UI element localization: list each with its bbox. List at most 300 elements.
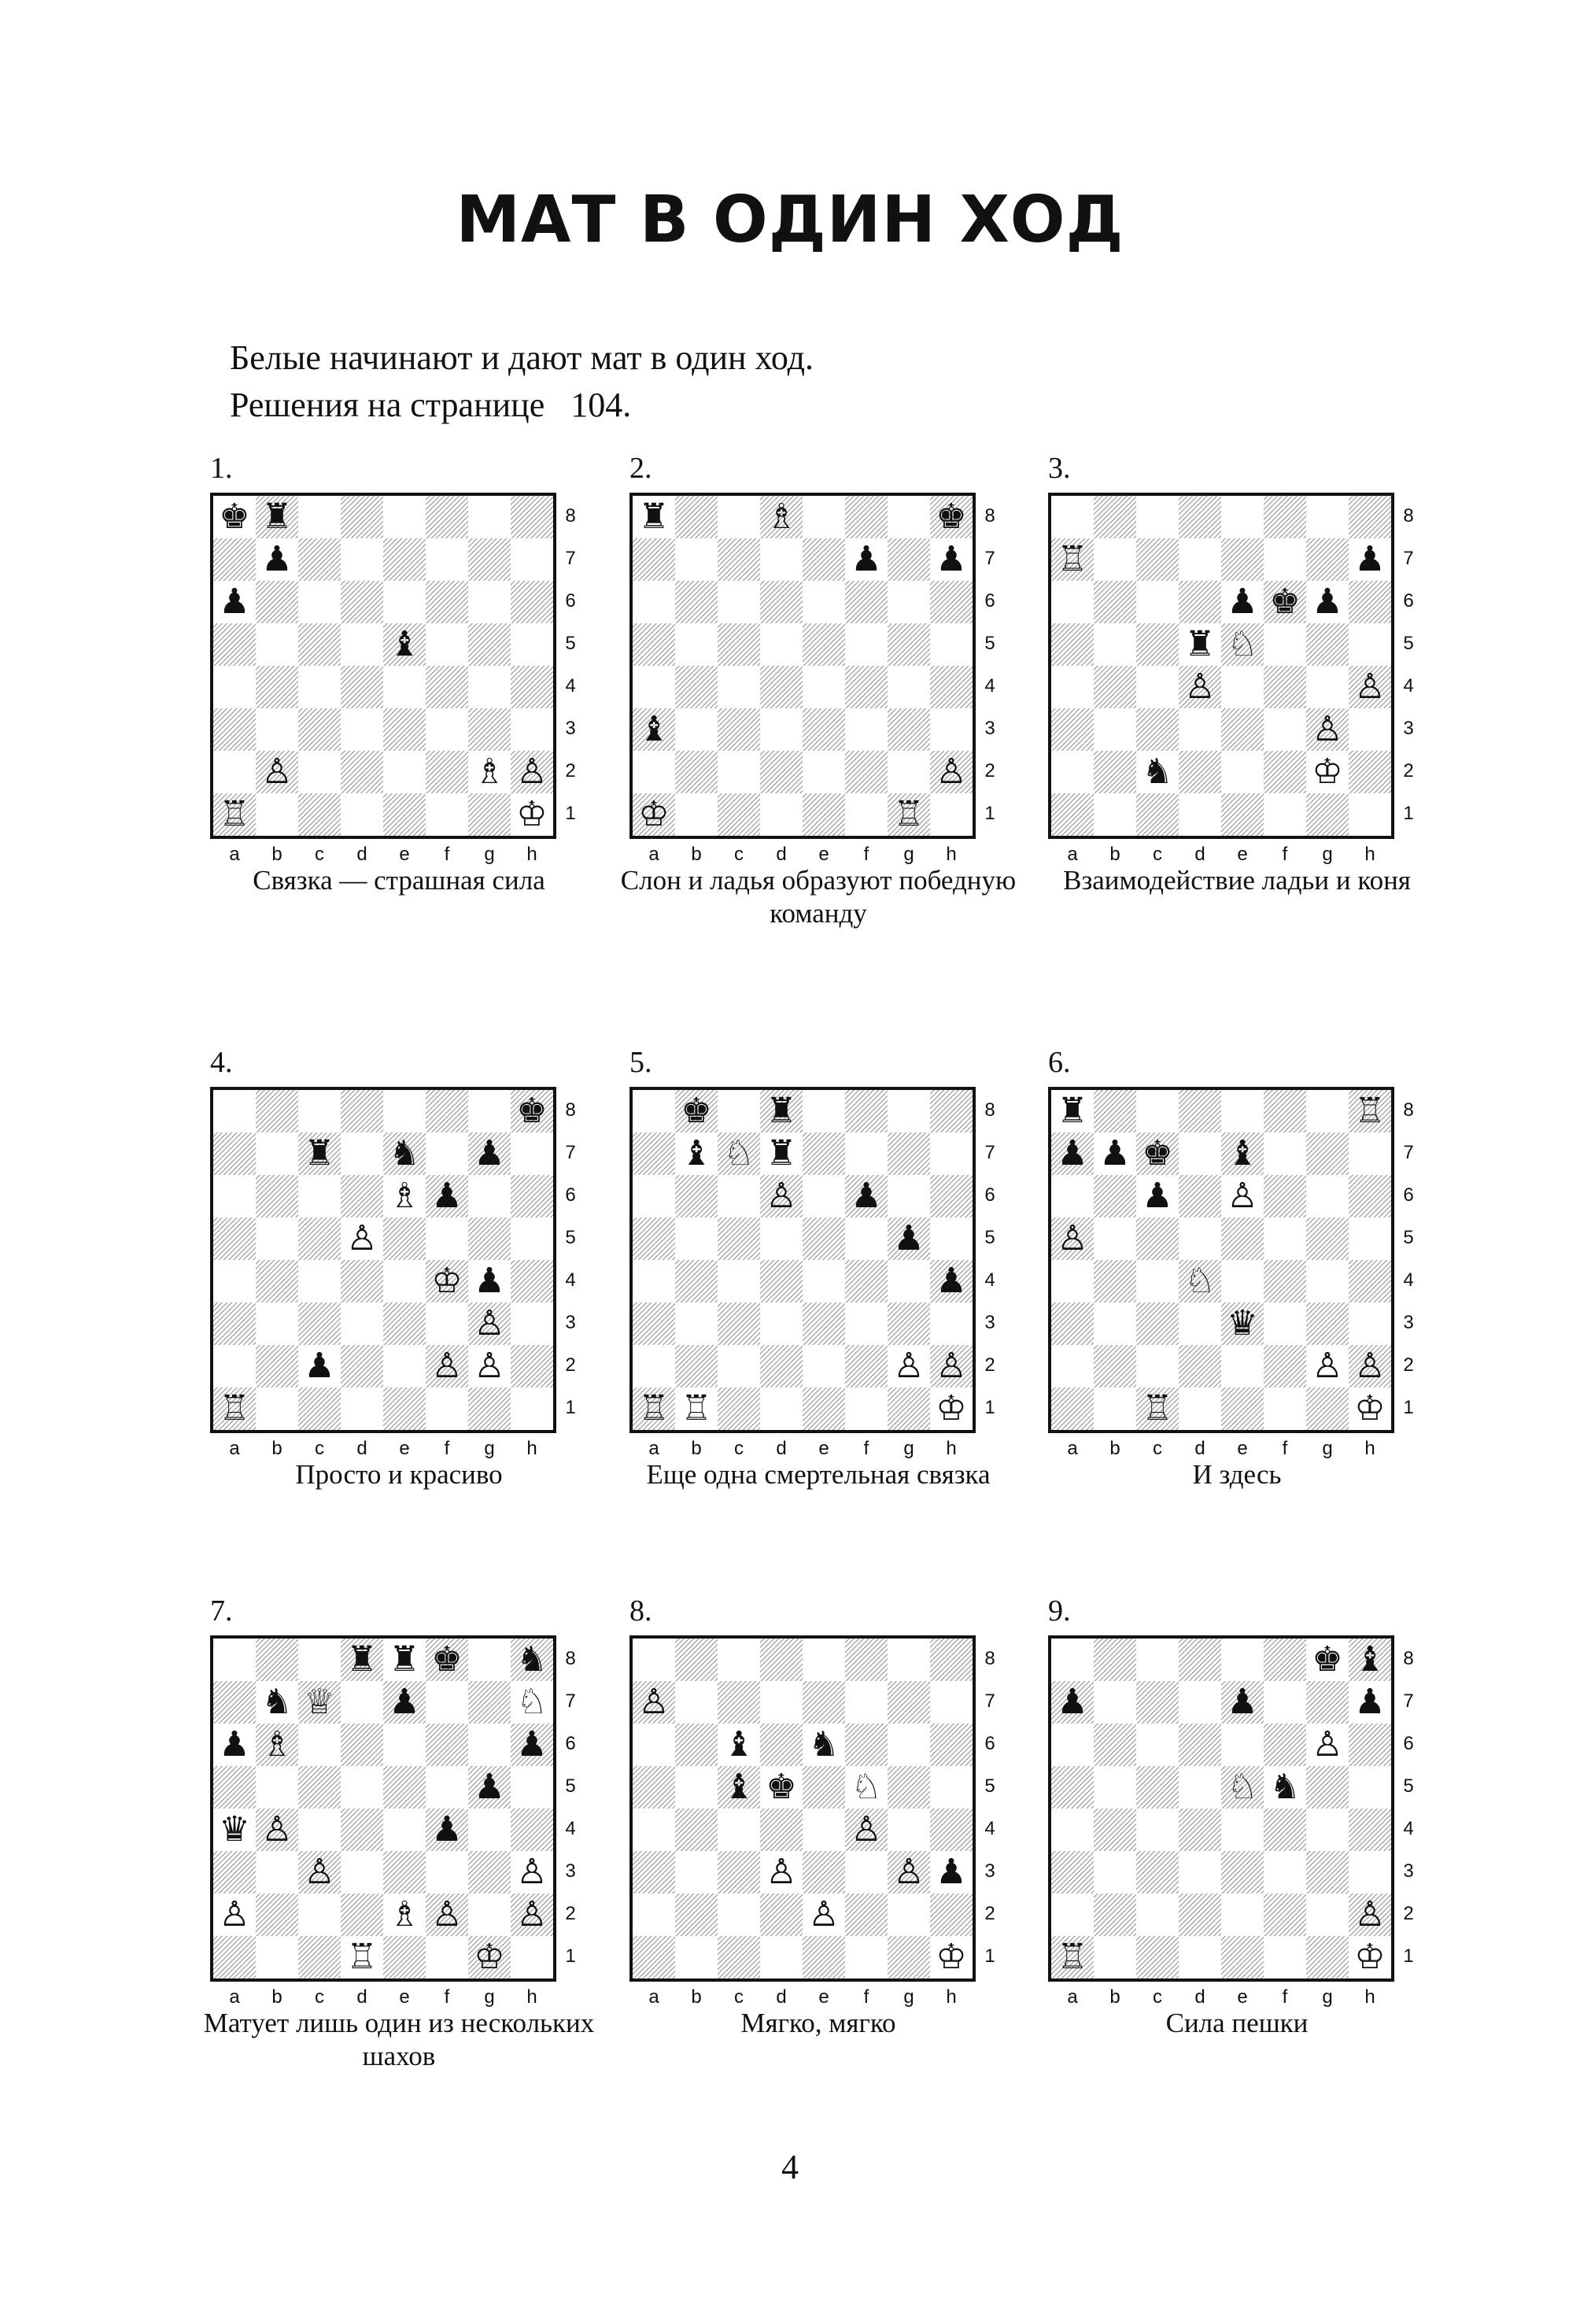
square-b8 xyxy=(675,1639,718,1681)
square-d1 xyxy=(1179,793,1221,836)
square-f8 xyxy=(845,1639,888,1681)
rank-label: 7 xyxy=(984,1142,995,1163)
file-label: g xyxy=(903,1986,914,2008)
problem-number: 8. xyxy=(629,1594,652,1628)
square-d7 xyxy=(1179,1681,1221,1724)
square-c1 xyxy=(718,1936,760,1979)
square-h2 xyxy=(1349,751,1391,793)
square-g2 xyxy=(468,751,511,793)
square-a7 xyxy=(213,1681,256,1724)
black-pawn-icon: ♟ xyxy=(219,1724,250,1764)
square-e7 xyxy=(1221,538,1264,581)
square-h7 xyxy=(1349,1681,1391,1724)
square-b5 xyxy=(256,623,298,666)
square-g6 xyxy=(888,581,930,623)
square-g1 xyxy=(468,1387,511,1430)
square-b8 xyxy=(675,496,718,538)
square-h3 xyxy=(1349,708,1391,751)
black-king-icon: ♚ xyxy=(431,1639,463,1679)
black-pawn-icon: ♟ xyxy=(389,1682,420,1722)
square-a3 xyxy=(633,708,675,751)
white-knight-icon: ♘ xyxy=(1184,1261,1216,1301)
square-h5 xyxy=(1349,623,1391,666)
square-d7 xyxy=(1179,538,1221,581)
square-d6 xyxy=(341,581,383,623)
square-d1 xyxy=(341,1387,383,1430)
square-f5 xyxy=(845,1766,888,1809)
file-label: e xyxy=(818,1986,829,2008)
white-pawn-icon: ♙ xyxy=(261,1809,293,1849)
square-a7 xyxy=(633,538,675,581)
square-f1 xyxy=(1264,1936,1306,1979)
square-a7 xyxy=(633,1681,675,1724)
white-rook-icon: ♖ xyxy=(638,1388,670,1428)
square-h1 xyxy=(1349,793,1391,836)
file-label: h xyxy=(526,1438,537,1459)
white-pawn-icon: ♙ xyxy=(431,1894,463,1934)
square-e4 xyxy=(1221,1260,1264,1302)
square-h8 xyxy=(930,1090,973,1132)
square-a7 xyxy=(1051,538,1094,581)
square-b4 xyxy=(256,1809,298,1851)
square-h3 xyxy=(930,1851,973,1894)
white-king-icon: ♔ xyxy=(936,1937,967,1977)
rank-label: 4 xyxy=(565,1818,576,1839)
square-a4 xyxy=(633,1260,675,1302)
square-b3 xyxy=(675,1302,718,1345)
rank-label: 4 xyxy=(565,1269,576,1291)
square-b6 xyxy=(1094,1175,1136,1217)
rank-label: 1 xyxy=(984,803,995,824)
square-h7 xyxy=(930,538,973,581)
file-label: g xyxy=(484,1438,495,1459)
square-c4 xyxy=(718,666,760,708)
rank-label: 5 xyxy=(565,1775,576,1797)
white-bishop-icon: ♗ xyxy=(261,1724,293,1764)
file-label: h xyxy=(1364,1438,1375,1459)
problem-number: 2. xyxy=(629,452,652,485)
file-label: h xyxy=(946,1986,957,2008)
rank-label: 6 xyxy=(984,1184,995,1206)
square-h2 xyxy=(511,1894,553,1936)
square-a8 xyxy=(213,1639,256,1681)
square-e6 xyxy=(1221,1724,1264,1766)
square-h1 xyxy=(930,793,973,836)
square-c2 xyxy=(298,751,341,793)
square-h4 xyxy=(511,1809,553,1851)
square-h5 xyxy=(511,1766,553,1809)
square-g8 xyxy=(468,496,511,538)
square-b1 xyxy=(1094,793,1136,836)
square-c6 xyxy=(718,1175,760,1217)
square-c5 xyxy=(718,1217,760,1260)
square-f2 xyxy=(426,1894,468,1936)
square-b6 xyxy=(256,1724,298,1766)
rank-label: 1 xyxy=(565,1945,576,1967)
square-e3 xyxy=(383,1302,426,1345)
square-b6 xyxy=(675,581,718,623)
square-d7 xyxy=(760,1132,803,1175)
square-e2 xyxy=(383,1345,426,1387)
square-f2 xyxy=(1264,1894,1306,1936)
file-label: h xyxy=(946,844,957,865)
black-pawn-icon: ♟ xyxy=(516,1724,548,1764)
square-c5 xyxy=(1136,1766,1179,1809)
file-label: e xyxy=(1237,1986,1248,2008)
black-pawn-icon: ♟ xyxy=(1227,582,1258,622)
rank-label: 7 xyxy=(1403,1142,1414,1163)
white-rook-icon: ♖ xyxy=(1354,1091,1386,1131)
square-g2 xyxy=(888,751,930,793)
square-d5 xyxy=(1179,1217,1221,1260)
square-c2 xyxy=(1136,1894,1179,1936)
file-label: e xyxy=(399,1986,410,2008)
white-pawn-icon: ♙ xyxy=(851,1809,882,1849)
square-h3 xyxy=(511,1851,553,1894)
square-a2 xyxy=(633,1345,675,1387)
square-b2 xyxy=(675,1345,718,1387)
square-e4 xyxy=(383,666,426,708)
square-e7 xyxy=(803,1681,845,1724)
intro-text xyxy=(230,334,814,429)
square-g4 xyxy=(1306,666,1349,708)
white-bishop-icon: ♗ xyxy=(389,1176,420,1216)
file-label: e xyxy=(399,844,410,865)
white-rook-icon: ♖ xyxy=(893,794,925,834)
square-h7 xyxy=(511,538,553,581)
rank-label: 1 xyxy=(984,1945,995,1967)
square-d4 xyxy=(341,666,383,708)
square-d3 xyxy=(760,1302,803,1345)
square-a4 xyxy=(1051,1260,1094,1302)
black-pawn-icon: ♟ xyxy=(1354,539,1386,579)
white-pawn-icon: ♙ xyxy=(638,1682,670,1722)
square-b7 xyxy=(256,1681,298,1724)
square-a6 xyxy=(1051,1175,1094,1217)
square-f5 xyxy=(1264,623,1306,666)
white-pawn-icon: ♙ xyxy=(1312,1724,1343,1764)
square-a1 xyxy=(633,1387,675,1430)
square-d5 xyxy=(760,623,803,666)
square-g7 xyxy=(888,1132,930,1175)
white-king-icon: ♔ xyxy=(1312,752,1343,792)
rank-label: 7 xyxy=(565,548,576,569)
square-g5 xyxy=(1306,1217,1349,1260)
square-e6 xyxy=(383,1724,426,1766)
square-g1 xyxy=(888,1936,930,1979)
square-h7 xyxy=(930,1132,973,1175)
black-knight-icon: ♞ xyxy=(1142,752,1173,792)
square-e1 xyxy=(1221,1936,1264,1979)
rank-label: 3 xyxy=(565,1312,576,1333)
square-b1 xyxy=(256,1387,298,1430)
square-b8 xyxy=(1094,1090,1136,1132)
square-f3 xyxy=(845,1302,888,1345)
square-d5 xyxy=(1179,1766,1221,1809)
square-d3 xyxy=(760,1851,803,1894)
square-d8 xyxy=(760,1639,803,1681)
file-label: a xyxy=(648,1986,659,2008)
square-b7 xyxy=(256,538,298,581)
square-f2 xyxy=(845,1894,888,1936)
black-rook-icon: ♜ xyxy=(261,497,293,537)
problem-caption: Мягко, мягко xyxy=(740,2008,896,2038)
square-c5 xyxy=(1136,623,1179,666)
file-label: g xyxy=(903,844,914,865)
square-g7 xyxy=(1306,1681,1349,1724)
square-e2 xyxy=(1221,1345,1264,1387)
square-a8 xyxy=(1051,1639,1094,1681)
rank-label: 3 xyxy=(565,718,576,739)
square-e7 xyxy=(383,1132,426,1175)
rank-label: 7 xyxy=(1403,1690,1414,1712)
square-e6 xyxy=(803,581,845,623)
square-g2 xyxy=(468,1894,511,1936)
square-e2 xyxy=(803,1894,845,1936)
square-a8 xyxy=(213,496,256,538)
square-g4 xyxy=(888,666,930,708)
white-king-icon: ♔ xyxy=(1354,1937,1386,1977)
white-knight-icon: ♘ xyxy=(1227,624,1258,664)
square-f1 xyxy=(845,1387,888,1430)
square-b8 xyxy=(256,496,298,538)
black-pawn-icon: ♟ xyxy=(431,1809,463,1849)
square-g2 xyxy=(888,1345,930,1387)
square-a4 xyxy=(213,666,256,708)
square-f3 xyxy=(845,1851,888,1894)
square-e8 xyxy=(383,1090,426,1132)
square-f6 xyxy=(1264,581,1306,623)
white-pawn-icon: ♙ xyxy=(1184,667,1216,707)
file-label: e xyxy=(1237,1438,1248,1459)
file-label: h xyxy=(946,1438,957,1459)
square-c5 xyxy=(1136,1217,1179,1260)
rank-label: 2 xyxy=(1403,760,1414,781)
square-c3 xyxy=(1136,1851,1179,1894)
square-d4 xyxy=(760,666,803,708)
file-label: f xyxy=(1282,844,1288,865)
file-label: h xyxy=(1364,844,1375,865)
white-pawn-icon: ♙ xyxy=(936,752,967,792)
black-bishop-icon: ♝ xyxy=(389,624,420,664)
rank-label: 5 xyxy=(1403,633,1414,654)
rank-label: 2 xyxy=(1403,1903,1414,1924)
square-d3 xyxy=(1179,1851,1221,1894)
square-c4 xyxy=(1136,1809,1179,1851)
square-g5 xyxy=(888,1766,930,1809)
black-pawn-icon: ♟ xyxy=(936,1261,967,1301)
square-g7 xyxy=(468,1132,511,1175)
black-bishop-icon: ♝ xyxy=(723,1767,755,1807)
square-a1 xyxy=(213,793,256,836)
square-f6 xyxy=(845,1724,888,1766)
square-a3 xyxy=(1051,1302,1094,1345)
square-g8 xyxy=(468,1639,511,1681)
rank-label: 5 xyxy=(565,1227,576,1248)
square-c3 xyxy=(718,1302,760,1345)
square-g6 xyxy=(1306,581,1349,623)
square-b6 xyxy=(675,1724,718,1766)
square-g3 xyxy=(468,1302,511,1345)
square-e3 xyxy=(1221,708,1264,751)
black-king-icon: ♚ xyxy=(219,497,250,537)
square-e1 xyxy=(1221,1387,1264,1430)
square-b3 xyxy=(1094,708,1136,751)
white-pawn-icon: ♙ xyxy=(516,1894,548,1934)
square-a1 xyxy=(213,1936,256,1979)
square-a4 xyxy=(213,1260,256,1302)
white-pawn-icon: ♙ xyxy=(1354,1894,1386,1934)
square-b2 xyxy=(256,1894,298,1936)
square-b1 xyxy=(1094,1936,1136,1979)
black-knight-icon: ♞ xyxy=(808,1724,840,1764)
file-label: b xyxy=(691,844,702,865)
square-f5 xyxy=(426,623,468,666)
file-label: d xyxy=(1194,1986,1205,2008)
rank-label: 2 xyxy=(984,1354,995,1376)
square-g1 xyxy=(1306,1936,1349,1979)
square-a1 xyxy=(633,793,675,836)
file-label: g xyxy=(1322,1438,1333,1459)
square-f2 xyxy=(426,751,468,793)
square-d2 xyxy=(760,1894,803,1936)
square-d2 xyxy=(760,1345,803,1387)
square-b7 xyxy=(1094,1681,1136,1724)
square-a6 xyxy=(633,1724,675,1766)
square-b5 xyxy=(1094,1217,1136,1260)
square-b2 xyxy=(1094,1345,1136,1387)
square-d6 xyxy=(760,1175,803,1217)
square-e5 xyxy=(1221,623,1264,666)
problem-caption: Слон и ладья образуют победную команду xyxy=(620,865,1017,929)
white-rook-icon: ♖ xyxy=(1057,539,1088,579)
square-a2 xyxy=(213,751,256,793)
square-b3 xyxy=(675,708,718,751)
white-knight-icon: ♘ xyxy=(851,1767,882,1807)
square-a1 xyxy=(213,1387,256,1430)
square-g5 xyxy=(468,1217,511,1260)
black-pawn-icon: ♟ xyxy=(1057,1682,1088,1722)
file-label: b xyxy=(271,1438,282,1459)
square-b6 xyxy=(1094,581,1136,623)
square-a1 xyxy=(633,1936,675,1979)
square-a7 xyxy=(1051,1681,1094,1724)
square-e6 xyxy=(1221,1175,1264,1217)
black-pawn-icon: ♟ xyxy=(851,1176,882,1216)
file-label: d xyxy=(1194,1438,1205,1459)
square-c1 xyxy=(718,1387,760,1430)
square-h6 xyxy=(1349,581,1391,623)
square-g2 xyxy=(1306,1894,1349,1936)
square-d8 xyxy=(1179,1090,1221,1132)
square-e3 xyxy=(383,708,426,751)
square-c7 xyxy=(298,1681,341,1724)
white-pawn-icon: ♙ xyxy=(1312,1346,1343,1386)
square-e3 xyxy=(803,1302,845,1345)
square-c3 xyxy=(1136,1302,1179,1345)
square-e7 xyxy=(803,538,845,581)
square-e4 xyxy=(1221,666,1264,708)
black-queen-icon: ♛ xyxy=(1227,1303,1258,1343)
square-f5 xyxy=(845,1217,888,1260)
black-bishop-icon: ♝ xyxy=(1354,1639,1386,1679)
square-b3 xyxy=(256,1302,298,1345)
square-d2 xyxy=(341,751,383,793)
square-h2 xyxy=(511,1345,553,1387)
chess-board xyxy=(629,1087,976,1433)
white-pawn-icon: ♙ xyxy=(1354,667,1386,707)
black-pawn-icon: ♟ xyxy=(219,582,250,622)
square-h3 xyxy=(511,708,553,751)
square-d3 xyxy=(341,1302,383,1345)
square-e2 xyxy=(803,1345,845,1387)
square-h1 xyxy=(511,1936,553,1979)
square-d8 xyxy=(341,1090,383,1132)
square-h7 xyxy=(930,1681,973,1724)
square-d6 xyxy=(760,1724,803,1766)
square-g6 xyxy=(888,1724,930,1766)
square-a3 xyxy=(213,1851,256,1894)
white-pawn-icon: ♙ xyxy=(304,1852,335,1892)
black-king-icon: ♚ xyxy=(1142,1133,1173,1173)
square-f4 xyxy=(845,666,888,708)
square-c1 xyxy=(1136,793,1179,836)
square-g7 xyxy=(468,538,511,581)
square-d3 xyxy=(341,1851,383,1894)
square-e3 xyxy=(1221,1851,1264,1894)
chess-board xyxy=(629,1635,976,1982)
rank-label: 6 xyxy=(565,1184,576,1206)
white-queen-icon: ♕ xyxy=(304,1682,335,1722)
file-label: e xyxy=(818,1438,829,1459)
square-f1 xyxy=(426,793,468,836)
square-d2 xyxy=(760,751,803,793)
rank-label: 7 xyxy=(984,548,995,569)
rank-label: 2 xyxy=(984,1903,995,1924)
square-a4 xyxy=(1051,1809,1094,1851)
black-pawn-icon: ♟ xyxy=(936,1852,967,1892)
square-d6 xyxy=(341,1724,383,1766)
square-b6 xyxy=(1094,1724,1136,1766)
square-a2 xyxy=(1051,1894,1094,1936)
rank-label: 2 xyxy=(565,1903,576,1924)
square-b5 xyxy=(256,1217,298,1260)
square-b8 xyxy=(1094,496,1136,538)
square-f3 xyxy=(426,1851,468,1894)
square-g4 xyxy=(1306,1809,1349,1851)
square-a2 xyxy=(213,1894,256,1936)
square-d5 xyxy=(341,1217,383,1260)
white-rook-icon: ♖ xyxy=(1142,1388,1173,1428)
rank-label: 3 xyxy=(1403,718,1414,739)
white-pawn-icon: ♙ xyxy=(808,1894,840,1934)
square-h4 xyxy=(1349,1809,1391,1851)
square-e3 xyxy=(1221,1302,1264,1345)
square-c2 xyxy=(718,1345,760,1387)
square-h5 xyxy=(930,1217,973,1260)
square-b7 xyxy=(675,1132,718,1175)
black-pawn-icon: ♟ xyxy=(304,1346,335,1386)
square-c8 xyxy=(1136,1639,1179,1681)
square-g4 xyxy=(888,1809,930,1851)
chess-board xyxy=(1048,1087,1394,1433)
square-g1 xyxy=(1306,793,1349,836)
square-b3 xyxy=(1094,1302,1136,1345)
rank-label: 4 xyxy=(1403,675,1414,696)
square-g5 xyxy=(468,1766,511,1809)
square-g8 xyxy=(888,1639,930,1681)
white-pawn-icon: ♙ xyxy=(766,1176,797,1216)
